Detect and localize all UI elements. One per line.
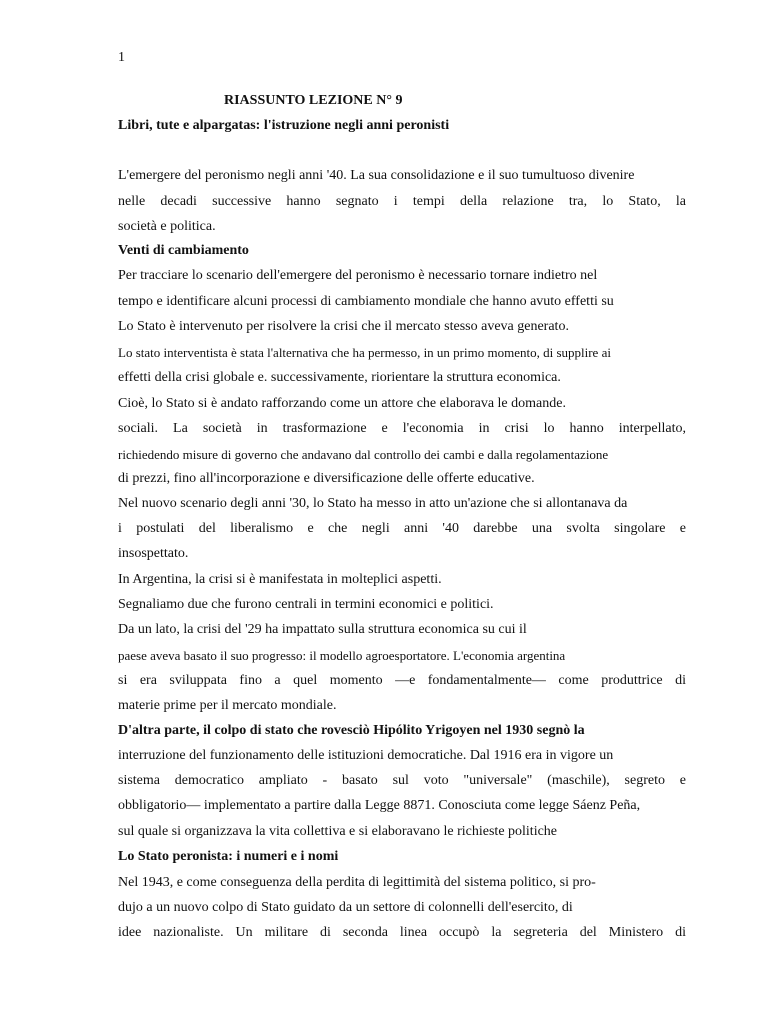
body-line-bold: D'altra parte, il colpo di stato che rovesciò Hipólito Yrigoyen nel 1930 segnò la [118,723,585,738]
body-line: Lo stato interventista è stata l'alternativa che ha permesso, in un primo momento, di supplire ai [118,345,611,360]
body-line: tempo e identificare alcuni processi di cambiamento mondiale che hanno avuto effetti su [118,294,614,309]
document-title: RIASSUNTO LEZIONE N° 9 [224,93,403,108]
body-line: dujo a un nuovo colpo di Stato guidato da un settore di colonnelli dell'esercito, di [118,900,573,915]
body-line: società e politica. [118,219,216,234]
document-subtitle: Libri, tute e alpargatas: l'istruzione negli anni peronisti [118,118,450,133]
body-line: obbligatorio— implementato a partire dalla Legge 8871. Conosciuta come legge Sáenz Peña, [118,798,641,813]
body-line: Cioè, lo Stato si è andato rafforzando come un attore che elaborava le domande. [118,396,566,411]
section-heading: Venti di cambiamento [118,243,249,258]
body-line: Segnaliamo due che furono centrali in termini economici e politici. [118,597,494,612]
body-line: di prezzi, fino all'incorporazione e diversificazione delle offerte educative. [118,471,535,486]
body-line: Per tracciare lo scenario dell'emergere del peronismo è necessario tornare indietro nel [118,268,598,283]
body-line: paese aveva basato il suo progresso: il modello agroesportatore. L'economia argentina [118,648,566,663]
body-line: i postulati del liberalismo e che negli anni '40 darebbe una svolta singolare e [118,521,686,536]
body-line: nelle decadi successive hanno segnato i tempi della relazione tra, lo Stato, la [118,194,686,209]
body-line: sistema democratico ampliato - basato sul voto "universale" (maschile), segreto e [118,773,686,788]
body-line: materie prime per il mercato mondiale. [118,698,337,713]
body-line: idee nazionaliste. Un militare di seconda linea occupò la segreteria del Ministero di [118,925,686,940]
body-line: sociali. La società in trasformazione e l'economia in crisi lo hanno interpellato, [118,421,686,436]
body-line: effetti della crisi globale e. successivamente, riorientare la struttura economica. [118,370,561,385]
page-number: 1 [118,50,125,65]
body-line: richiedendo misure di governo che andavano dal controllo dei cambi e dalla regolamentazione [118,447,609,462]
body-line: si era sviluppata fino a quel momento —e fondamentalmente— come produttrice di [118,673,686,688]
body-line: sul quale si organizzava la vita collettiva e si elaboravano le richieste politiche [118,824,558,839]
body-line: L'emergere del peronismo negli anni '40. La sua consolidazione e il suo tumultuoso divenire [118,168,635,183]
body-line: Lo Stato è intervenuto per risolvere la crisi che il mercato stesso aveva generato. [118,319,569,334]
body-line: Da un lato, la crisi del '29 ha impattato sulla struttura economica su cui il [118,622,527,637]
body-line: Nel 1943, e come conseguenza della perdita di legittimità del sistema politico, si pro- [118,875,596,890]
body-line: insospettato. [118,546,189,561]
body-line: Nel nuovo scenario degli anni '30, lo Stato ha messo in atto un'azione che si allontanava da [118,496,628,511]
body-line: interruzione del funzionamento delle istituzioni democratiche. Dal 1916 era in vigore un [118,748,614,763]
section-heading: Lo Stato peronista: i numeri e i nomi [118,849,339,864]
body-line: In Argentina, la crisi si è manifestata in molteplici aspetti. [118,572,442,587]
